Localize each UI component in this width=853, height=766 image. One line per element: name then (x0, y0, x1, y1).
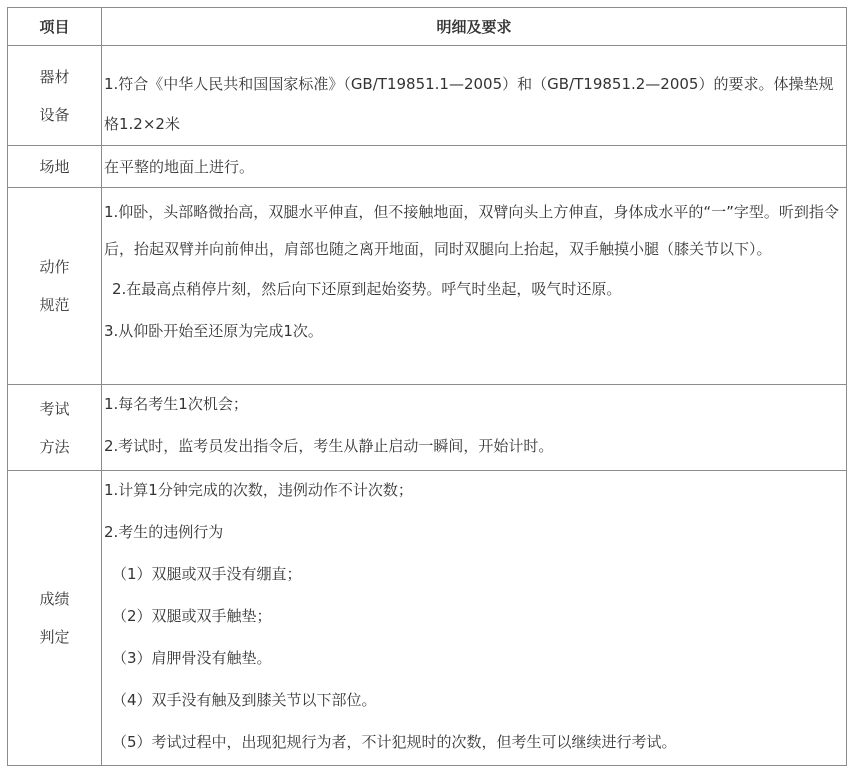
row-content (102, 188, 847, 385)
table-row (8, 46, 847, 146)
row-label-line: 判定 (39, 628, 70, 646)
requirements-table (7, 7, 847, 766)
content-paragraph: 在平整的地面上进行。 (104, 158, 255, 176)
content-paragraph: 2.考生的违例行为 (104, 523, 224, 541)
content-paragraph: 1.每名考生1次机会； (104, 395, 248, 413)
row-content (102, 385, 847, 471)
content-paragraph: （5）考试过程中，出现犯规行为者，不计犯规时的次数，但考生可以继续进行考试。 (112, 733, 677, 751)
content-paragraph: （3）肩胛骨没有触垫。 (112, 649, 272, 667)
content-paragraph: 1.仰卧，头部略微抬高，双腿水平伸直，但不接触地面，双臂向头上方伸直，身体成水平的“一”字型。听到指令后，抬起双臂并向前伸出，肩部也随之离开地面，同时双腿向上抬起，双手触摸小腿（膝关节以下）。 (104, 203, 839, 258)
table-row (8, 146, 847, 188)
content-paragraph: 1.符合《中华人民共和国国家标准》（GB/T19851.1—2005）和（GB/T19851.2—2005）的要求。体操垫规格1.2×2米 (104, 75, 834, 133)
row-label-line: 考试 (39, 399, 70, 418)
row-label-line: 场地 (39, 157, 70, 176)
content-paragraph: （4）双手没有触及到膝关节以下部位。 (112, 691, 377, 709)
table-row (8, 385, 847, 471)
table-row (8, 471, 847, 766)
table-row (8, 188, 847, 385)
row-label-line: 规范 (39, 296, 70, 314)
header-details: 明细及要求 (102, 8, 847, 46)
content-paragraph: （1）双腿或双手没有绷直； (112, 565, 302, 583)
row-label (8, 188, 102, 385)
content-paragraph: （2）双腿或双手触垫； (112, 607, 272, 625)
row-label-line: 器材 (39, 67, 70, 86)
row-label-line: 成绩 (39, 590, 70, 608)
row-label (8, 385, 102, 471)
content-paragraph: 3.从仰卧开始至还原为完成1次。 (104, 322, 323, 340)
row-label-line: 方法 (39, 437, 70, 456)
header-row (8, 8, 847, 46)
header-item: 项目 (8, 8, 102, 46)
row-label (8, 46, 102, 146)
content-paragraph: 2.考试时，监考员发出指令后，考生从静止启动一瞬间，开始计时。 (104, 437, 554, 455)
row-content (102, 471, 847, 766)
row-content (102, 46, 847, 146)
content-paragraph: 1.计算1分钟完成的次数，违例动作不计次数； (104, 481, 413, 499)
row-label (8, 471, 102, 766)
row-label-line: 设备 (39, 105, 70, 124)
content-paragraph: 2.在最高点稍停片刻，然后向下还原到起始姿势。呼气时坐起，吸气时还原。 (112, 280, 622, 298)
row-label-line: 动作 (39, 258, 70, 276)
row-content (102, 146, 847, 188)
row-label (8, 146, 102, 188)
